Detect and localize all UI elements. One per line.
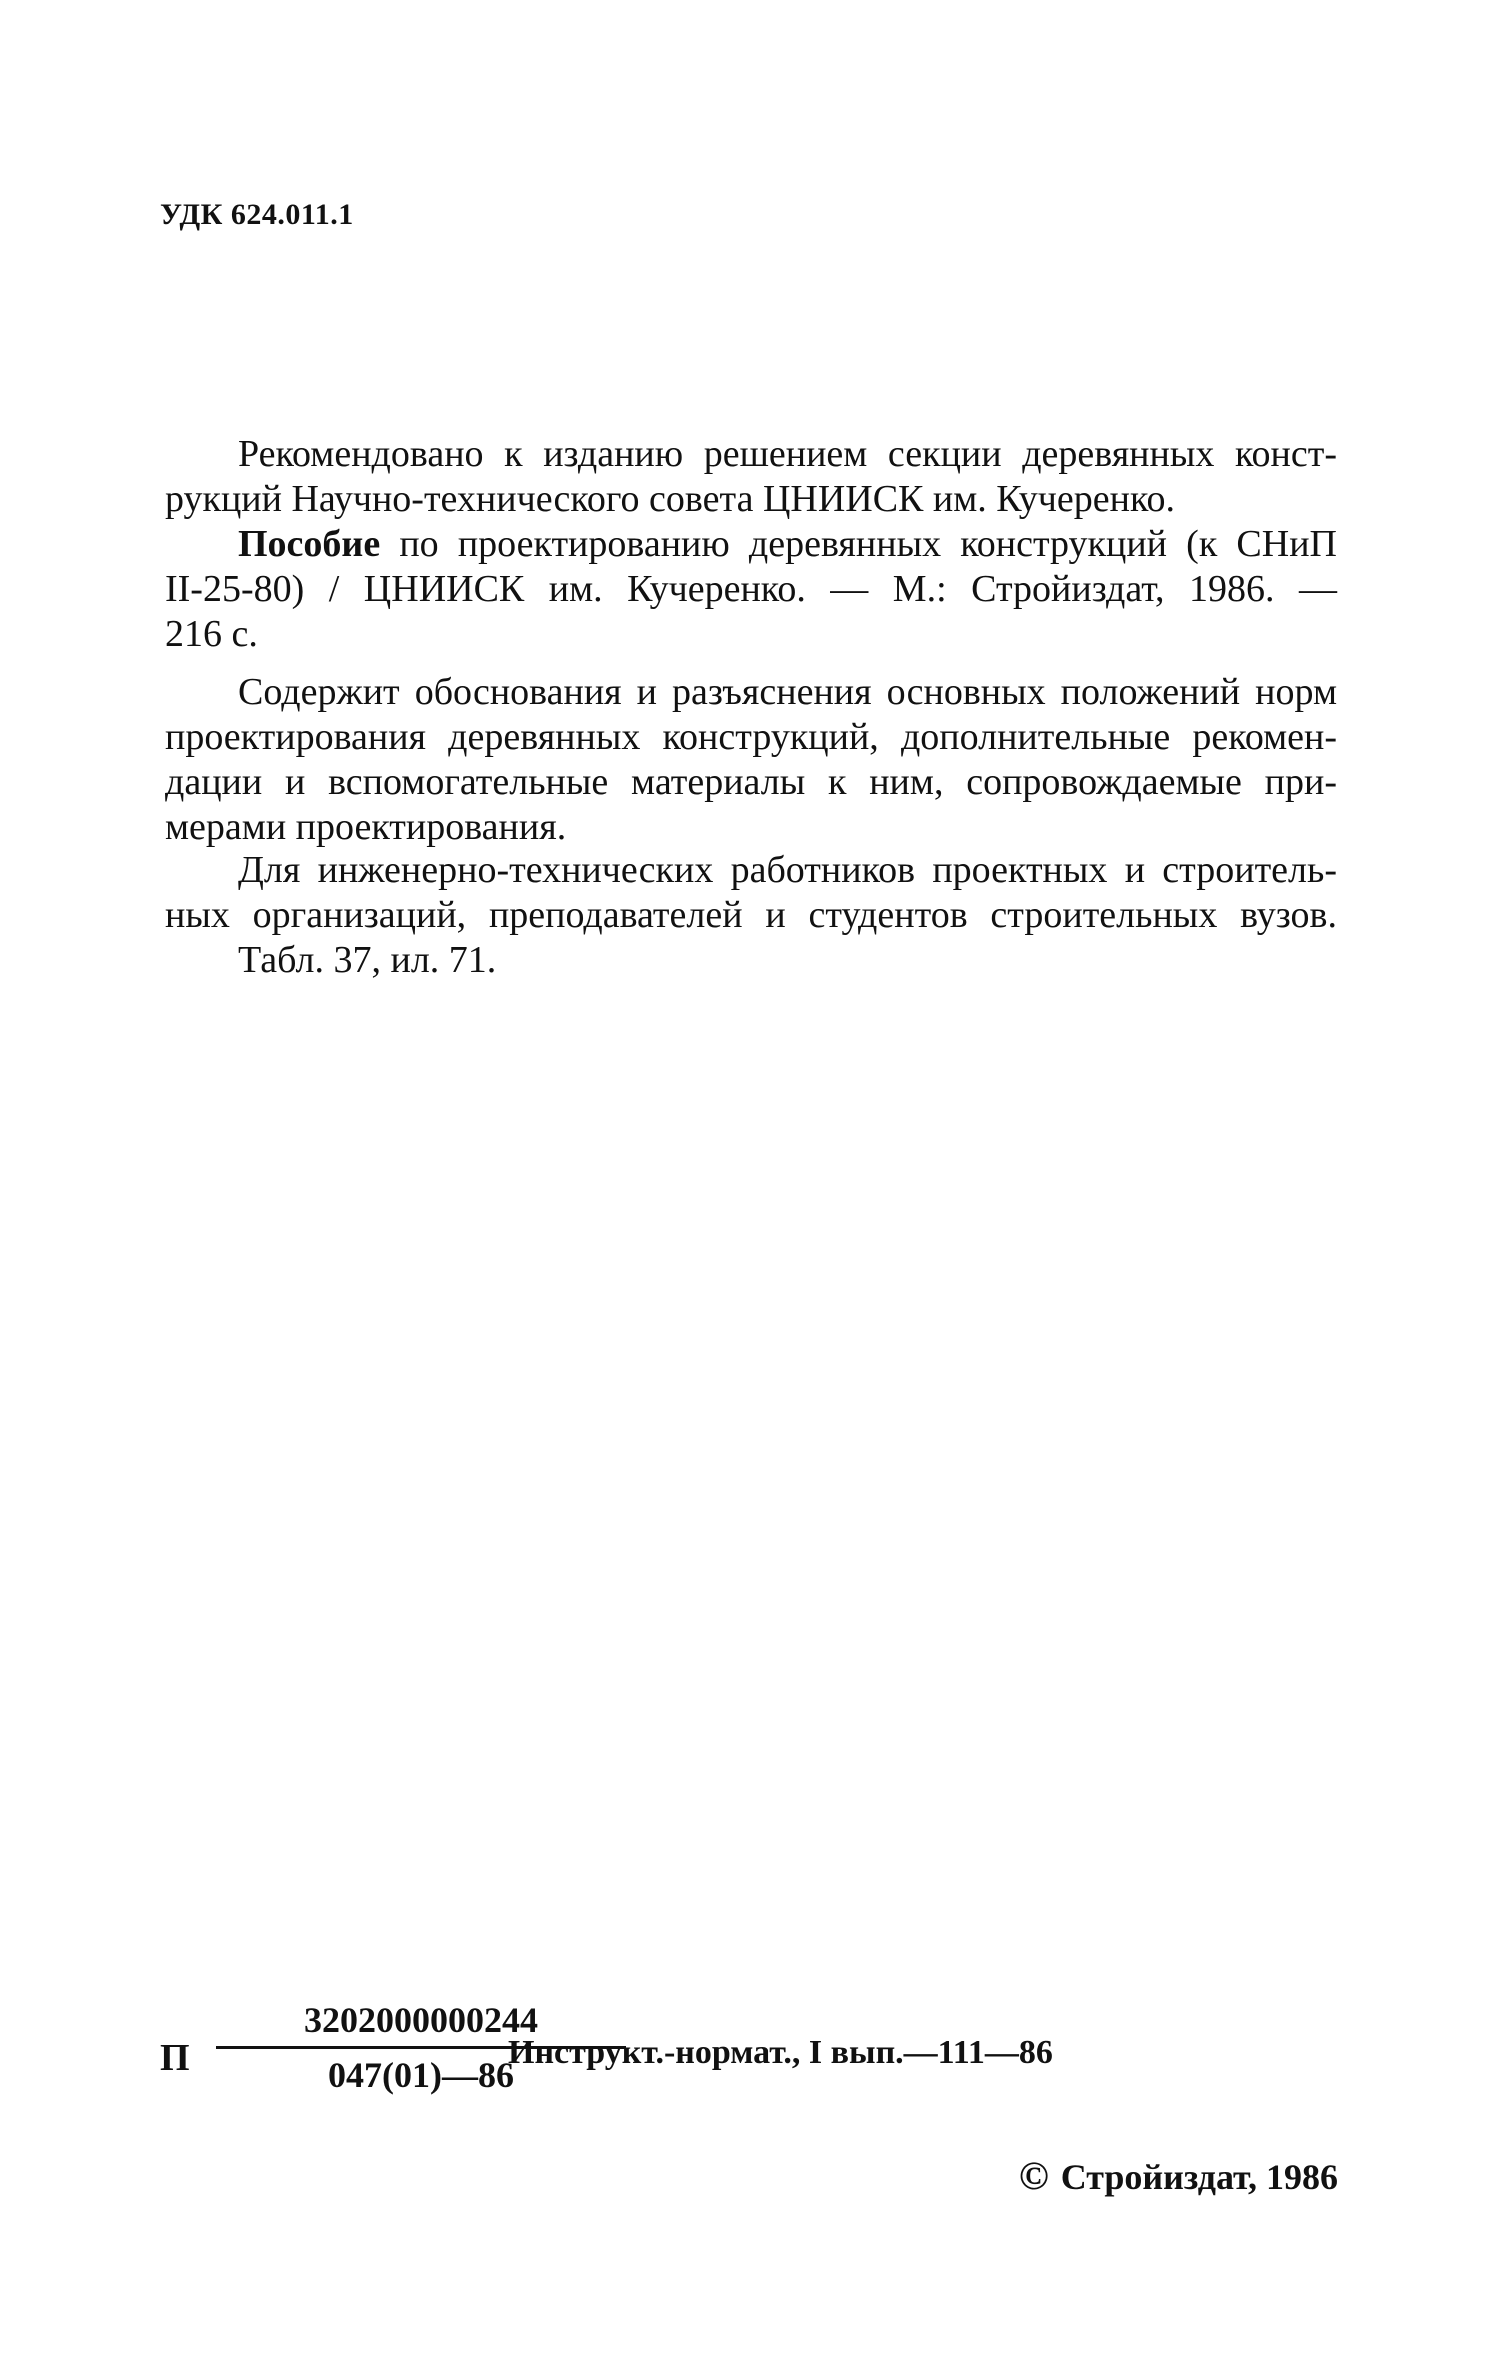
copyright-text: Стройиздат, 1986	[1060, 2157, 1338, 2197]
recommendation-and-citation	[165, 432, 1337, 657]
abstract-line-1: Содержит обоснования и разъяснения основных положений норм	[238, 671, 1337, 713]
imprint-code	[160, 1998, 1340, 2128]
abstract-line-4: мерами проектирования.	[165, 806, 567, 848]
copyright-notice	[1019, 2152, 1338, 2199]
recommendation-line-1: Рекомендовано к изданию решением секции деревянных конст-	[238, 433, 1337, 475]
imprint-letter: П	[160, 2037, 190, 2079]
citation-line-2: II-25-80) / ЦНИИСК им. Кучеренко. — М.: Стройиздат, 1986. —	[165, 568, 1337, 610]
citation-line-3: 216 с.	[165, 613, 258, 655]
copyright-icon: ©	[1018, 2153, 1049, 2198]
recommendation-line-2: рукций Научно-технического совета ЦНИИСК им. Кучеренко.	[165, 478, 1175, 520]
audience	[165, 848, 1337, 983]
citation-line-1	[165, 522, 1337, 567]
audience-line-1: Для инженерно-технических работников проектных и строитель-	[238, 849, 1337, 891]
audience-line-2: ных организаций, преподавателей и студентов строительных вузов.	[165, 894, 1337, 936]
imprint-denominator: 047(01)—86	[328, 2055, 514, 2095]
imprint-numerator: 3202000000244	[304, 2000, 538, 2040]
udk-code: УДК 624.011.1	[160, 198, 354, 231]
imprint-series: Инструкт.-нормат., I вып.—111—86	[508, 2034, 1053, 2071]
abstract-line-3: дации и вспомогательные материалы к ним, сопровождаемые при-	[165, 761, 1337, 803]
citation-title: Пособие	[238, 523, 381, 565]
abstract-line-2: проектирования деревянных конструкций, дополнительные рекомен-	[165, 716, 1337, 758]
citation-line-1-rest: по проектированию деревянных конструкций (к СНиП	[380, 523, 1337, 565]
abstract	[165, 670, 1337, 850]
audience-line-3: Табл. 37, ил. 71.	[238, 939, 497, 981]
